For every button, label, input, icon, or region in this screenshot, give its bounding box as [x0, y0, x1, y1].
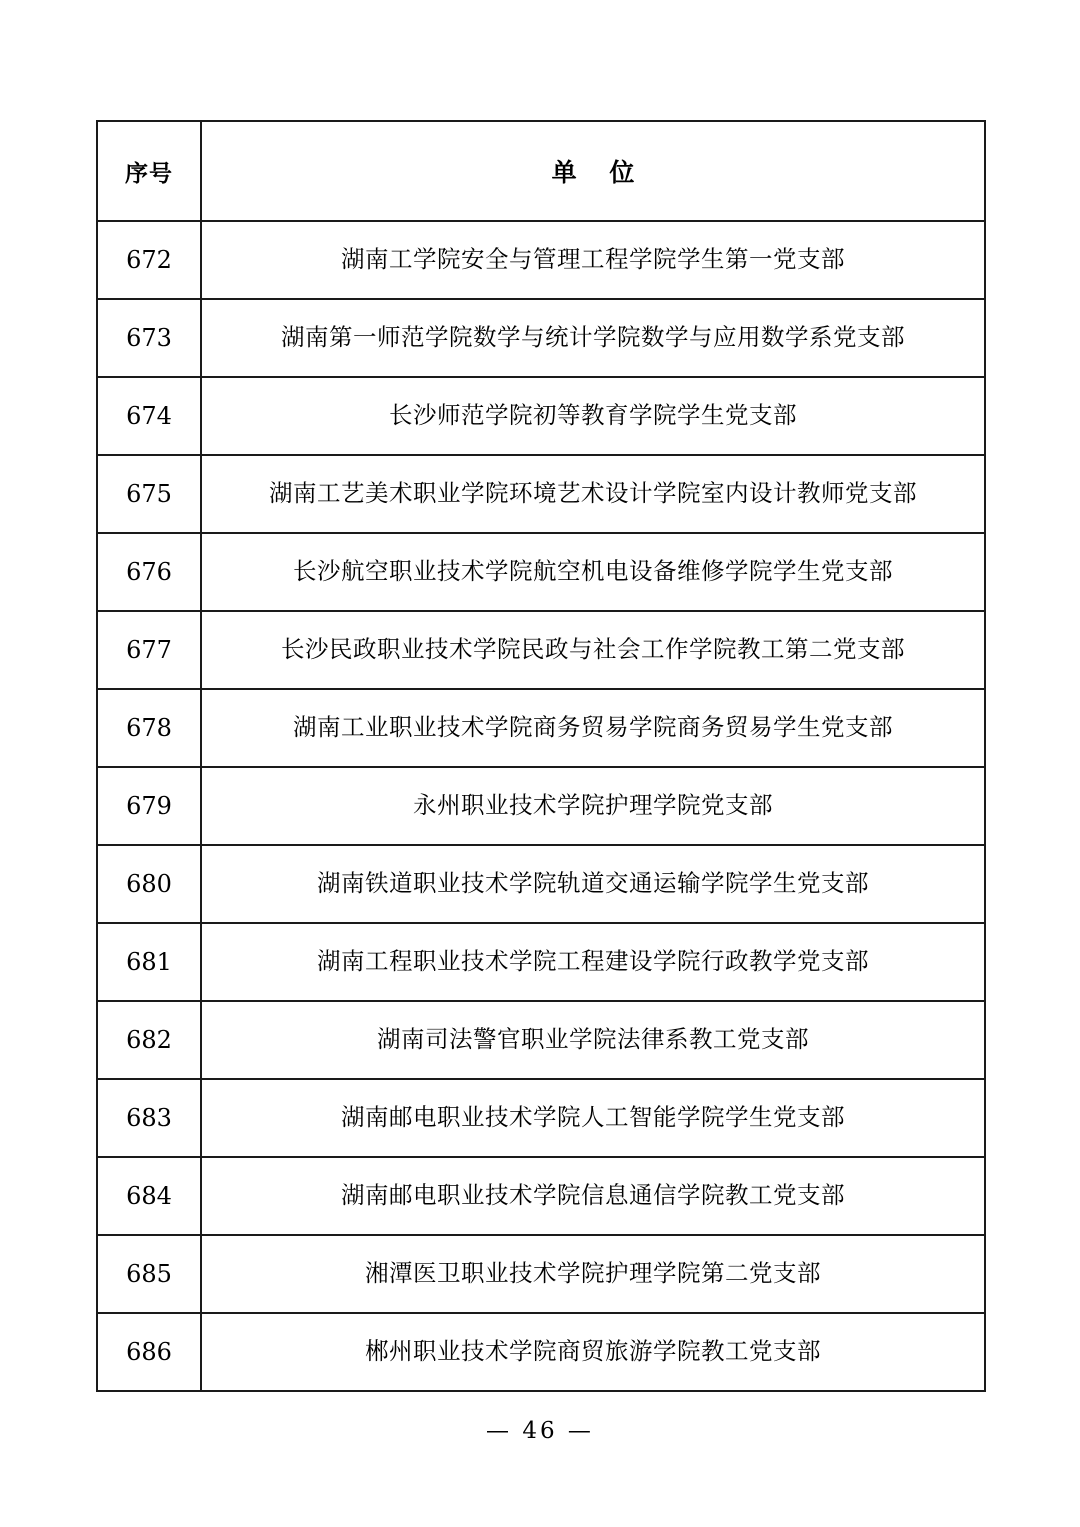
cell-no: 685	[97, 1235, 201, 1313]
table-row	[97, 1313, 985, 1391]
table-row	[97, 767, 985, 845]
cell-unit: 湖南工程职业技术学院工程建设学院行政教学党支部	[201, 923, 985, 1001]
page-number: — 46 —	[486, 1418, 594, 1444]
unit-list-table-container	[96, 120, 984, 1392]
cell-no: 672	[97, 221, 201, 299]
cell-no: 674	[97, 377, 201, 455]
cell-unit: 湘潭医卫职业技术学院护理学院第二党支部	[201, 1235, 985, 1313]
cell-unit: 湖南第一师范学院数学与统计学院数学与应用数学系党支部	[201, 299, 985, 377]
table-row	[97, 1079, 985, 1157]
cell-unit: 长沙航空职业技术学院航空机电设备维修学院学生党支部	[201, 533, 985, 611]
cell-unit: 湖南邮电职业技术学院信息通信学院教工党支部	[201, 1157, 985, 1235]
table-row	[97, 923, 985, 1001]
cell-unit: 郴州职业技术学院商贸旅游学院教工党支部	[201, 1313, 985, 1391]
cell-no: 680	[97, 845, 201, 923]
cell-no: 681	[97, 923, 201, 1001]
cell-no: 677	[97, 611, 201, 689]
cell-no: 678	[97, 689, 201, 767]
header-cell-unit: 单 位	[201, 121, 985, 221]
cell-no: 673	[97, 299, 201, 377]
table-row	[97, 611, 985, 689]
cell-no: 684	[97, 1157, 201, 1235]
cell-no: 679	[97, 767, 201, 845]
table-body	[97, 221, 985, 1391]
table-row	[97, 689, 985, 767]
cell-unit: 湖南工业职业技术学院商务贸易学院商务贸易学生党支部	[201, 689, 985, 767]
table-row	[97, 1157, 985, 1235]
unit-list-table	[96, 120, 986, 1392]
table-header	[97, 121, 985, 221]
cell-unit: 湖南司法警官职业学院法律系教工党支部	[201, 1001, 985, 1079]
table-row	[97, 455, 985, 533]
table-row	[97, 1001, 985, 1079]
table-row	[97, 299, 985, 377]
table-header-row	[97, 121, 985, 221]
cell-no: 676	[97, 533, 201, 611]
cell-no: 686	[97, 1313, 201, 1391]
table-row	[97, 377, 985, 455]
cell-unit: 湖南铁道职业技术学院轨道交通运输学院学生党支部	[201, 845, 985, 923]
table-row	[97, 533, 985, 611]
cell-unit: 湖南工学院安全与管理工程学院学生第一党支部	[201, 221, 985, 299]
cell-no: 683	[97, 1079, 201, 1157]
header-cell-no: 序号	[97, 121, 201, 221]
cell-unit: 湖南邮电职业技术学院人工智能学院学生党支部	[201, 1079, 985, 1157]
cell-unit: 长沙民政职业技术学院民政与社会工作学院教工第二党支部	[201, 611, 985, 689]
table-row	[97, 221, 985, 299]
cell-unit: 长沙师范学院初等教育学院学生党支部	[201, 377, 985, 455]
cell-no: 675	[97, 455, 201, 533]
cell-unit: 湖南工艺美术职业学院环境艺术设计学院室内设计教师党支部	[201, 455, 985, 533]
cell-no: 682	[97, 1001, 201, 1079]
cell-unit: 永州职业技术学院护理学院党支部	[201, 767, 985, 845]
table-row	[97, 845, 985, 923]
table-row	[97, 1235, 985, 1313]
